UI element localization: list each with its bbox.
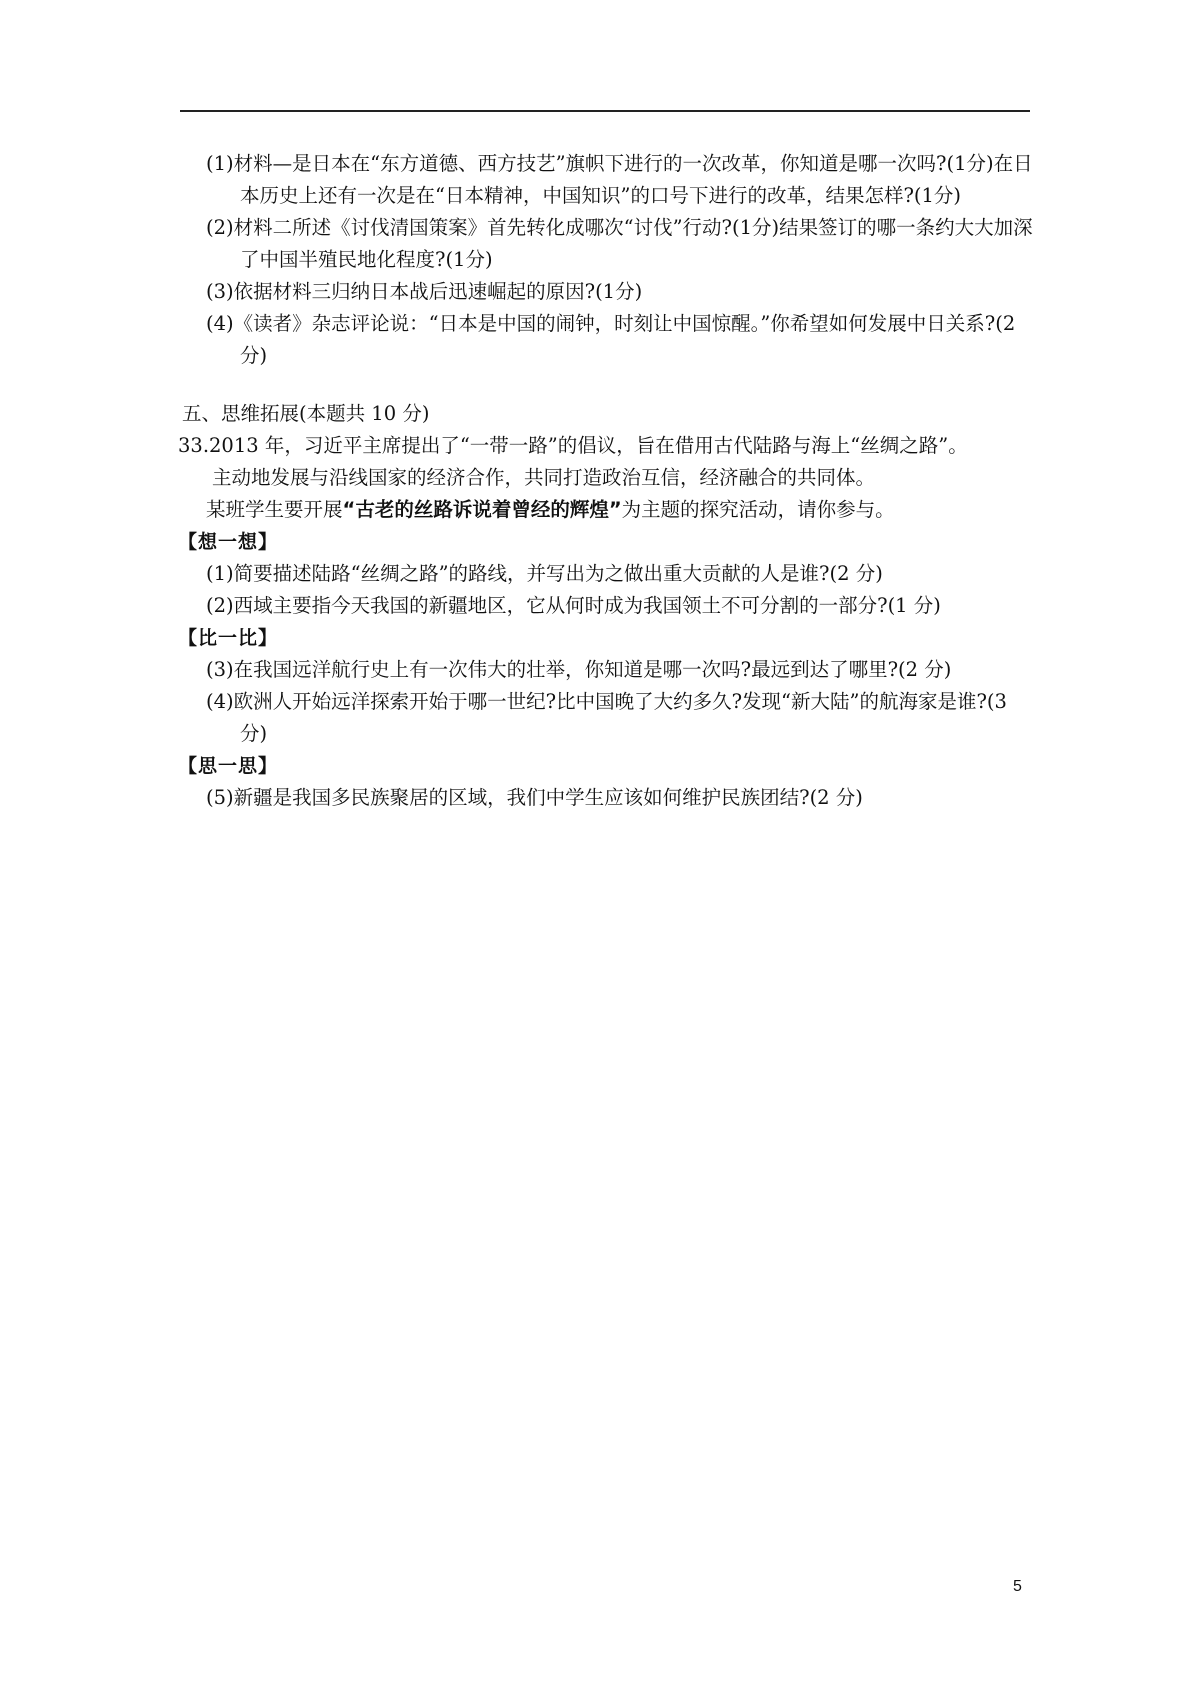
q33-activity <box>182 494 1038 526</box>
q32-sub-3: (3)依据材料三归纳日本战后迅速崛起的原因?(1分) <box>206 280 643 303</box>
page-number: 5 <box>1013 1578 1022 1595</box>
q33-sub-2: (2)西域主要指今天我国的新疆地区，它从何时成为我国领土不可分割的一部分?(1 分) <box>206 594 941 617</box>
q33-sub-5: (5)新疆是我国多民族聚居的区域，我们中学生应该如何维护民族团结?(2 分) <box>206 786 863 809</box>
q33-sub-3: (3)在我国远洋航行史上有一次伟大的壮举，你知道是哪一次吗?最远到达了哪里?(2 分) <box>206 658 952 681</box>
q33-sub-1: (1)简要描述陆路“丝绸之路”的路线，并写出为之做出重大贡献的人是谁?(2 分) <box>206 562 883 585</box>
q33-sub-4: (4)欧洲人开始远洋探索开始于哪一世纪?比中国晚了大约多久?发现“新大陆”的航海家是谁?(3 分) <box>206 690 1007 745</box>
heading-reflect: 【思一思】 <box>178 755 279 777</box>
q33-intro-line1: 33.2013 年，习近平主席提出了“一带一路”的倡议，旨在借用古代陆路与海上“丝绸之路”。 <box>178 434 968 457</box>
header-rule <box>180 110 1030 112</box>
heading-compare: 【比一比】 <box>178 627 279 649</box>
q32-sub-1: (1)材料—是日本在“东方道德、西方技艺”旗帜下进行的一次改革，你知道是哪一次吗?(1分)在日本历史上还有一次是在“日本精神，中国知识”的口号下进行的改革，结果怎样?(1分) <box>206 152 1033 207</box>
q33-activity-theme: “古老的丝路诉说着曾经的辉煌” <box>342 498 622 521</box>
q32-sub-2: (2)材料二所述《讨伐清国策案》首先转化成哪次“讨伐”行动?(1分)结果签订的哪一条约大大加深了中国半殖民地化程度?(1分) <box>206 216 1033 271</box>
q33-activity-prefix: 某班学生要开展 <box>206 498 343 521</box>
q32-sub-4: (4)《读者》杂志评论说：“日本是中国的闹钟，时刻让中国惊醒。”你希望如何发展中日关系?(2分) <box>206 312 1016 367</box>
q33-activity-suffix: 为主题的探究活动，请你参与。 <box>621 498 895 521</box>
q33-intro-line2: 主动地发展与沿线国家的经济合作，共同打造政治互信，经济融合的共同体。 <box>212 466 876 489</box>
section5-title: 五、思维拓展(本题共 10 分) <box>182 402 430 425</box>
heading-think: 【想一想】 <box>178 531 279 553</box>
page-content <box>178 148 1038 814</box>
